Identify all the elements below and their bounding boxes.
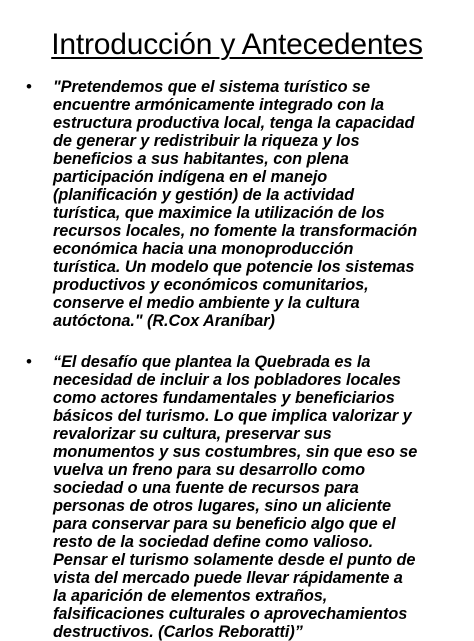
bullet-text-line: como actores fundamentales y beneficiarios <box>53 389 395 407</box>
bullet-item-reboratti-quote <box>0 353 449 641</box>
bullet-text-line: vista del mercado puede llevar rápidamente a <box>53 569 403 587</box>
bullet-text-line: básicos del turismo. Lo que implica valorizar y <box>53 407 412 425</box>
bullet-text-line: autóctona." (R.Cox Araníbar) <box>53 312 275 330</box>
bullet-text-line: de generar y redistribuir la riqueza y los <box>53 132 360 150</box>
bullet-text-line: turística, que maximice la utilización de los <box>53 204 385 222</box>
bullet-text-line: resto de la sociedad define como valioso. <box>53 533 374 551</box>
bullet-marker-icon: • <box>26 352 32 371</box>
bullet-marker-icon: • <box>26 77 32 96</box>
bullet-text-line: la aparición de elementos extraños, <box>53 587 328 605</box>
bullet-text-line: conserve el medio ambiente y la cultura <box>53 294 360 312</box>
bullet-text-line: encuentre armónicamente integrado con la <box>53 96 384 114</box>
bullet-text-line: (planificación y gestión) de la actividad <box>53 186 355 204</box>
bullet-text-line: necesidad de incluir a los pobladores locales <box>53 371 401 389</box>
bullet-text-line: monumentos y sus costumbres, sin que eso se <box>53 443 418 461</box>
bullet-text-line: estructura productiva local, tenga la capacidad <box>53 114 415 132</box>
bullet-text-line: vuelva un freno para su desarrollo como <box>53 461 366 479</box>
bullet-text-line: para conservar para su beneficio algo que el <box>53 515 396 533</box>
bullet-text-line: recursos locales, no fomente la transformación <box>53 222 418 240</box>
slide-title: Introducción y Antecedentes <box>51 28 423 61</box>
bullet-text-line: económica hacia una monoproducción <box>53 240 354 258</box>
bullet-text-line: falsificaciones culturales o aprovechamientos <box>53 605 408 623</box>
bullet-text-line: "Pretendemos que el sistema turístico se <box>53 78 370 96</box>
bullet-list <box>0 78 474 641</box>
bullet-text-line: Pensar el turismo solamente desde el punto de <box>53 551 416 569</box>
bullet-text-line: destructivos. (Carlos Reboratti)” <box>53 623 303 641</box>
bullet-text-line: “El desafío que plantea la Quebrada es la <box>53 353 371 371</box>
bullet-text-line: revalorizar su cultura, preservar sus <box>53 425 332 443</box>
bullet-text-line: beneficios a sus habitantes, con plena <box>53 150 349 168</box>
bullet-text-line: productivos y económicos comunitarios, <box>53 276 369 294</box>
bullet-text-line: participación indígena en el manejo <box>53 168 328 186</box>
bullet-text-line: turística. Un modelo que potencie los sistemas <box>53 258 415 276</box>
bullet-item-cox-quote <box>0 78 449 330</box>
bullet-text-line: personas de otros lugares, sino un aliciente <box>53 497 391 515</box>
bullet-text-line: sociedad o una fuente de recursos para <box>53 479 359 497</box>
